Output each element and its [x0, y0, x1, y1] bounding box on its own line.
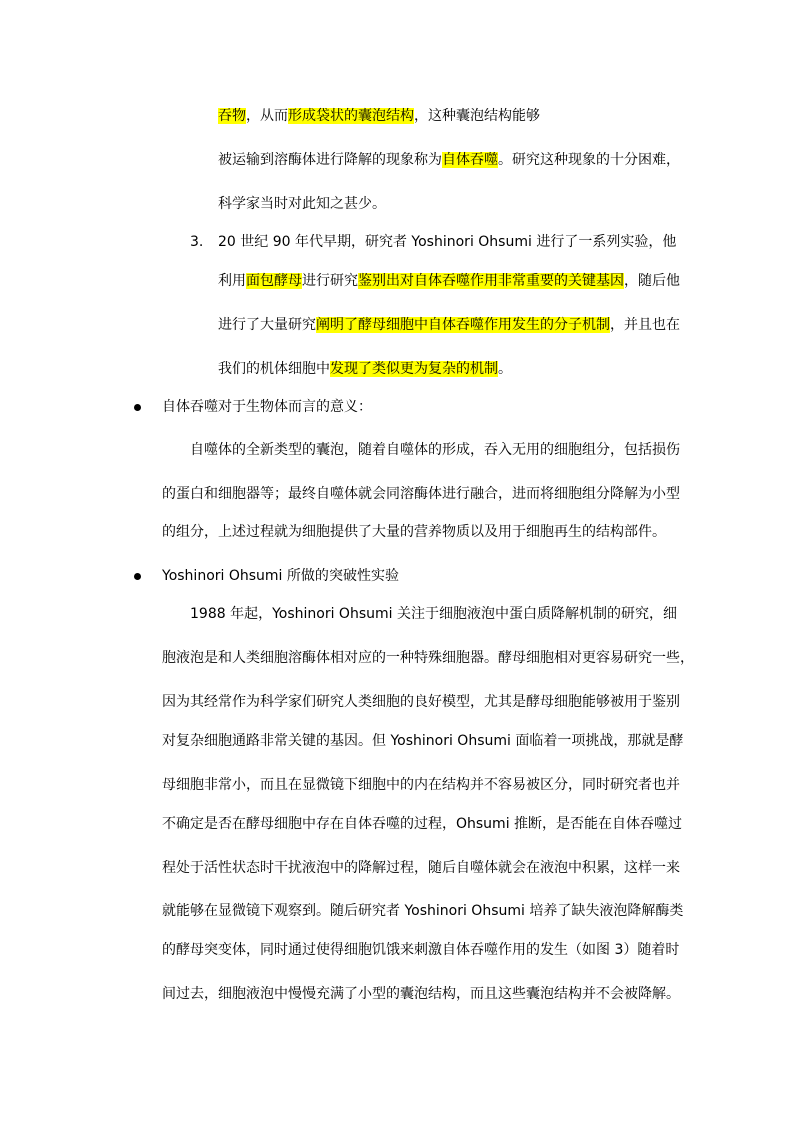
text-span: 的酵母突变体，同时通过使得细胞饥饿来刺激自体吞噬作用的发生（如图 3）随着时: [162, 942, 680, 958]
bullet-icon: [134, 404, 141, 411]
text-line: [218, 194, 386, 214]
bullet-icon: [134, 573, 141, 580]
text-span: 自体吞噬对于生物体而言的意义：: [162, 399, 372, 415]
highlighted-text: 面包酵母: [246, 273, 302, 289]
text-line: [162, 484, 680, 504]
text-line: [218, 150, 680, 170]
highlighted-text: 鉴别出对自体吞噬作用非常重要的关键基因: [358, 273, 624, 289]
text-line: [218, 315, 680, 335]
text-span: 自噬体的全新类型的囊泡，随着自噬体的形成，吞入无用的细胞组分，包括损伤: [190, 442, 680, 458]
text-span: 20 世纪 90 年代早期，研究者 Yoshinori Ohsumi 进行了一系列实验，他: [218, 234, 677, 250]
text-span: ，这种囊泡结构能够: [414, 108, 540, 124]
text-span: 。研究这种现象的十分困难，: [498, 152, 680, 168]
list-number: 3.: [190, 234, 204, 250]
highlighted-text: 形成袋状的囊泡结构: [288, 108, 414, 124]
text-span: 。: [498, 361, 512, 377]
text-span: 进行研究: [302, 273, 358, 289]
text-line: [190, 440, 680, 460]
text-line: [162, 940, 680, 960]
text-span: 就能够在显微镜下观察到。随后研究者 Yoshinori Ohsumi 培养了缺失液泡降解酶类: [162, 903, 684, 919]
text-span: 因为其经常作为科学家们研究人类细胞的良好模型，尤其是酵母细胞能够被用于鉴别: [162, 694, 680, 710]
text-span: ，从而: [246, 108, 288, 124]
text-line: [162, 984, 680, 1004]
text-line: [218, 232, 677, 252]
highlighted-text: 吞物: [218, 108, 246, 124]
text-line: [162, 522, 664, 542]
highlighted-text: 自体吞噬: [442, 152, 498, 168]
text-span: 的组分，上述过程就为细胞提供了大量的营养物质以及用于细胞再生的结构部件。: [162, 524, 666, 540]
text-line: [190, 604, 677, 624]
text-span: Yoshinori Ohsumi 所做的突破性实验: [162, 568, 399, 584]
text-span: 不确定是否在酵母细胞中存在自体吞噬的过程，Ohsumi 推断，是否能在自体吞噬过: [162, 816, 683, 832]
text-line: [162, 775, 680, 795]
text-line: [218, 271, 680, 291]
highlighted-text: 发现了类似更为复杂的机制: [330, 361, 498, 377]
text-line: [162, 397, 372, 417]
text-line: [218, 359, 512, 379]
text-line: [162, 566, 399, 586]
text-span: 程处于活性状态时干扰液泡中的降解过程，随后自噬体就会在液泡中积累，这样一来: [162, 860, 680, 876]
text-line: [162, 692, 680, 712]
text-span: 对复杂细胞通路非常关键的基因。但 Yoshinori Ohsumi 面临着一项挑战，那就是酵: [162, 733, 684, 749]
text-span: 科学家当时对此知之甚少。: [218, 196, 386, 212]
text-span: 进行了大量研究: [218, 317, 316, 333]
text-span: 我们的机体细胞中: [218, 361, 330, 377]
text-line: [162, 901, 684, 921]
text-line: [162, 858, 680, 878]
text-span: 间过去，细胞液泡中慢慢充满了小型的囊泡结构，而且这些囊泡结构并不会被降解。: [162, 986, 680, 1002]
text-span: ，并且也在: [610, 317, 680, 333]
text-line: [218, 106, 540, 126]
text-line: [162, 814, 683, 834]
text-span: 母细胞非常小，而且在显微镜下细胞中的内在结构并不容易被区分，同时研究者也并: [162, 777, 680, 793]
highlighted-text: 阐明了酵母细胞中自体吞噬作用发生的分子机制: [316, 317, 610, 333]
text-line: [162, 731, 684, 751]
text-span: 胞液泡是和人类细胞溶酶体相对应的一种特殊细胞器。酵母细胞相对更容易研究一些，: [162, 650, 694, 666]
text-span: 1988 年起，Yoshinori Ohsumi 关注于细胞液泡中蛋白质降解机制的研究，细: [190, 606, 677, 622]
text-line: [162, 648, 694, 668]
text-span: 被运输到溶酶体进行降解的现象称为: [218, 152, 442, 168]
text-span: 的蛋白和细胞器等；最终自噬体就会同溶酶体进行融合，进而将细胞组分降解为小型: [162, 486, 680, 502]
text-span: ，随后他: [624, 273, 680, 289]
text-span: 利用: [218, 273, 246, 289]
